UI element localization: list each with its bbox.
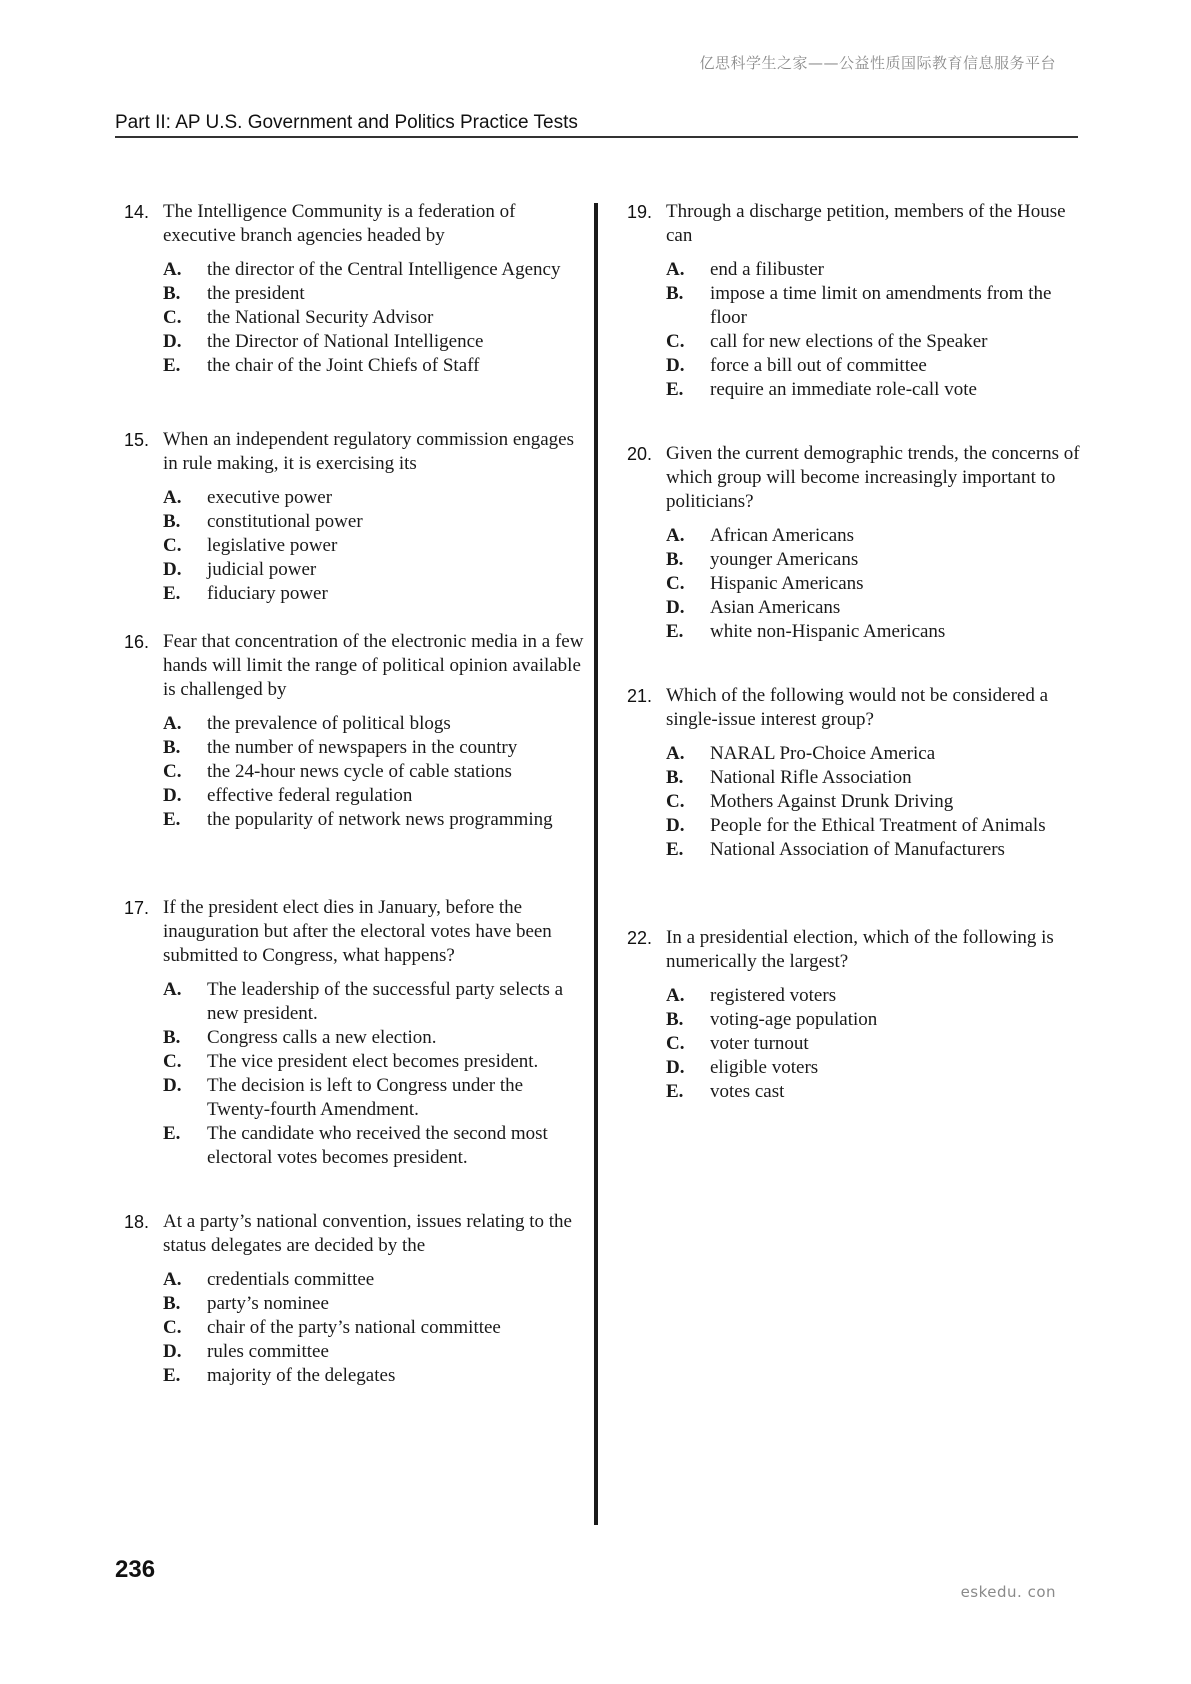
choice-text: the National Security Advisor xyxy=(207,307,434,328)
choice-text: the number of newspapers in the country xyxy=(207,737,518,758)
choice-letter: B. xyxy=(666,1009,684,1030)
choice-d xyxy=(666,354,1087,378)
choice-letter: D. xyxy=(666,355,685,376)
choice-c xyxy=(666,790,1087,814)
choice-letter: D. xyxy=(666,597,685,618)
choice-letter: B. xyxy=(666,283,684,304)
choice-text: constitutional power xyxy=(207,511,363,532)
question-stem: Which of the following would not be considered a single-issue interest group? xyxy=(666,685,1049,730)
choice-text: party’s nominee xyxy=(207,1293,329,1314)
choice-letter: C. xyxy=(666,791,685,812)
choice-d xyxy=(163,1340,584,1364)
choice-a xyxy=(163,1268,584,1292)
choice-text: eligible voters xyxy=(710,1057,819,1078)
choice-b xyxy=(666,548,1087,572)
choice-e xyxy=(163,354,584,378)
choice-b xyxy=(666,1008,1087,1032)
question-stem: In a presidential election, which of the following is numerically the largest? xyxy=(666,927,1054,972)
choice-text: legislative power xyxy=(207,535,338,556)
answer-choices xyxy=(163,1268,584,1388)
choice-text: call for new elections of the Speaker xyxy=(710,331,988,352)
choice-letter: D. xyxy=(163,331,182,352)
choice-b xyxy=(163,510,584,534)
choice-text: require an immediate role-call vote xyxy=(710,379,977,400)
watermark-bottom: eskedu. con xyxy=(960,1583,1056,1601)
question-19 xyxy=(627,200,1087,442)
choice-text: the Director of National Intelligence xyxy=(207,331,484,352)
choice-c xyxy=(666,330,1087,354)
answer-choices xyxy=(666,258,1087,402)
header-rule xyxy=(115,136,1078,138)
question-number: 15. xyxy=(124,430,150,450)
choice-letter: C. xyxy=(163,1317,182,1338)
choice-text: voter turnout xyxy=(710,1033,809,1054)
choice-b xyxy=(163,736,584,760)
watermark-top: 亿思科学生之家——公益性质国际教育信息服务平台 xyxy=(699,54,1056,72)
choice-b xyxy=(163,282,584,306)
choice-letter: D. xyxy=(666,815,685,836)
choice-d xyxy=(666,814,1087,838)
choice-text: NARAL Pro-Choice America xyxy=(710,743,936,764)
choice-letter: B. xyxy=(163,1293,181,1314)
choice-letter: E. xyxy=(163,583,181,604)
choice-letter: B. xyxy=(163,511,181,532)
choice-text: Congress calls a new election. xyxy=(207,1027,437,1048)
question-stem: Through a discharge petition, members of the House can xyxy=(666,201,1066,246)
choice-letter: D. xyxy=(163,785,182,806)
question-18 xyxy=(124,1210,584,1388)
question-number: 14. xyxy=(124,202,150,222)
choice-a xyxy=(666,742,1087,766)
column-divider xyxy=(594,203,598,1525)
choice-text: effective federal regulation xyxy=(207,785,413,806)
choice-letter: A. xyxy=(163,713,182,734)
choice-text: rules committee xyxy=(207,1341,329,1362)
choice-letter: E. xyxy=(163,809,181,830)
choice-e xyxy=(666,620,1087,644)
choice-letter: A. xyxy=(666,985,685,1006)
choice-letter: E. xyxy=(666,1081,684,1102)
question-number: 16. xyxy=(124,632,150,652)
choice-letter: E. xyxy=(666,621,684,642)
choice-text: judicial power xyxy=(207,559,317,580)
question-17 xyxy=(124,896,584,1210)
choice-e xyxy=(163,1122,584,1170)
choice-d xyxy=(163,784,584,808)
choice-text: end a filibuster xyxy=(710,259,824,280)
right-column xyxy=(627,200,1087,1104)
choice-e xyxy=(163,582,584,606)
choice-letter: C. xyxy=(666,573,685,594)
choice-letter: A. xyxy=(666,259,685,280)
question-22 xyxy=(627,926,1087,1104)
choice-text: majority of the delegates xyxy=(207,1365,396,1386)
choice-text: National Rifle Association xyxy=(710,767,912,788)
question-14 xyxy=(124,200,584,428)
choice-d xyxy=(163,330,584,354)
choice-d xyxy=(163,558,584,582)
answer-choices xyxy=(163,258,584,378)
choice-text: white non-Hispanic Americans xyxy=(710,621,946,642)
choice-letter: D. xyxy=(163,559,182,580)
question-21 xyxy=(627,684,1087,926)
choice-letter: B. xyxy=(163,1027,181,1048)
question-20 xyxy=(627,442,1087,684)
choice-e xyxy=(163,1364,584,1388)
choice-letter: C. xyxy=(666,1033,685,1054)
choice-letter: B. xyxy=(163,283,181,304)
running-head: Part II: AP U.S. Government and Politics Practice Tests xyxy=(115,112,578,133)
choice-a xyxy=(163,258,584,282)
choice-letter: A. xyxy=(163,487,182,508)
choice-e xyxy=(666,378,1087,402)
choice-text: force a bill out of committee xyxy=(710,355,927,376)
choice-letter: B. xyxy=(666,549,684,570)
choice-letter: B. xyxy=(666,767,684,788)
choice-text: the director of the Central Intelligence Agency xyxy=(207,259,561,280)
choice-text: Mothers Against Drunk Driving xyxy=(710,791,954,812)
choice-text: votes cast xyxy=(710,1081,785,1102)
question-stem: Fear that concentration of the electronic media in a few hands will limit the range of political opinion available is challenged by xyxy=(163,631,584,700)
question-number: 22. xyxy=(627,928,653,948)
choice-text: registered voters xyxy=(710,985,837,1006)
question-stem: When an independent regulatory commission engages in rule making, it is exercising its xyxy=(163,429,575,474)
choice-text: the president xyxy=(207,283,305,304)
choice-text: National Association of Manufacturers xyxy=(710,839,1005,860)
choice-a xyxy=(163,978,584,1026)
choice-text: voting-age population xyxy=(710,1009,878,1030)
answer-choices xyxy=(666,524,1087,644)
choice-text: fiduciary power xyxy=(207,583,328,604)
question-number: 21. xyxy=(627,686,653,706)
choice-b xyxy=(163,1026,584,1050)
choice-letter: D. xyxy=(163,1341,182,1362)
choice-letter: A. xyxy=(666,743,685,764)
choice-c xyxy=(163,1050,584,1074)
choice-c xyxy=(163,306,584,330)
choice-letter: D. xyxy=(163,1075,182,1096)
choice-c xyxy=(163,534,584,558)
choice-text: credentials committee xyxy=(207,1269,375,1290)
choice-c xyxy=(666,572,1087,596)
choice-c xyxy=(666,1032,1087,1056)
question-number: 17. xyxy=(124,898,150,918)
choice-text: The candidate who received the second most electoral votes becomes president. xyxy=(207,1123,548,1168)
choice-a xyxy=(666,984,1087,1008)
choice-e xyxy=(666,1080,1087,1104)
answer-choices xyxy=(666,984,1087,1104)
choice-e xyxy=(666,838,1087,862)
question-number: 19. xyxy=(627,202,653,222)
choice-text: chair of the party’s national committee xyxy=(207,1317,501,1338)
choice-letter: A. xyxy=(163,259,182,280)
question-16 xyxy=(124,630,584,896)
question-stem: At a party’s national convention, issues relating to the status delegates are decided by the xyxy=(163,1211,572,1256)
choice-letter: A. xyxy=(163,979,182,1000)
question-stem: The Intelligence Community is a federation of executive branch agencies headed by xyxy=(163,201,516,246)
choice-d xyxy=(666,596,1087,620)
choice-text: The vice president elect becomes president. xyxy=(207,1051,539,1072)
answer-choices xyxy=(666,742,1087,862)
choice-letter: D. xyxy=(666,1057,685,1078)
question-number: 20. xyxy=(627,444,653,464)
choice-b xyxy=(666,766,1087,790)
choice-letter: C. xyxy=(163,535,182,556)
answer-choices xyxy=(163,712,584,832)
left-column xyxy=(124,200,584,1388)
choice-text: impose a time limit on amendments from the floor xyxy=(710,283,1052,328)
answer-choices xyxy=(163,486,584,606)
choice-a xyxy=(666,524,1087,548)
choice-text: The decision is left to Congress under the Twenty-fourth Amendment. xyxy=(207,1075,524,1120)
choice-text: the 24-hour news cycle of cable stations xyxy=(207,761,512,782)
choice-letter: A. xyxy=(163,1269,182,1290)
choice-text: the popularity of network news programming xyxy=(207,809,553,830)
choice-text: African Americans xyxy=(710,525,855,546)
choice-e xyxy=(163,808,584,832)
choice-d xyxy=(163,1074,584,1122)
choice-letter: C. xyxy=(163,761,182,782)
choice-letter: E. xyxy=(163,355,181,376)
choice-a xyxy=(666,258,1087,282)
choice-text: the prevalence of political blogs xyxy=(207,713,451,734)
choice-letter: C. xyxy=(163,307,182,328)
question-stem: If the president elect dies in January, before the inauguration but after the electoral votes have been submitted to Congress, what happens? xyxy=(163,897,552,966)
choice-b xyxy=(666,282,1087,330)
choice-b xyxy=(163,1292,584,1316)
choice-text: Hispanic Americans xyxy=(710,573,864,594)
choice-text: The leadership of the successful party selects a new president. xyxy=(207,979,564,1024)
answer-choices xyxy=(163,978,584,1170)
choice-letter: E. xyxy=(163,1365,181,1386)
choice-text: executive power xyxy=(207,487,333,508)
choice-d xyxy=(666,1056,1087,1080)
choice-letter: C. xyxy=(666,331,685,352)
question-stem: Given the current demographic trends, the concerns of which group will become increasingly important to politicians? xyxy=(666,443,1080,512)
choice-letter: E. xyxy=(666,839,684,860)
choice-text: Asian Americans xyxy=(710,597,841,618)
choice-letter: E. xyxy=(163,1123,181,1144)
choice-text: People for the Ethical Treatment of Animals xyxy=(710,815,1046,836)
choice-letter: C. xyxy=(163,1051,182,1072)
choice-a xyxy=(163,486,584,510)
choice-a xyxy=(163,712,584,736)
choice-text: the chair of the Joint Chiefs of Staff xyxy=(207,355,480,376)
choice-c xyxy=(163,760,584,784)
choice-text: younger Americans xyxy=(710,549,859,570)
choice-letter: E. xyxy=(666,379,684,400)
question-number: 18. xyxy=(124,1212,150,1232)
choice-letter: A. xyxy=(666,525,685,546)
page-number: 236 xyxy=(115,1556,156,1583)
choice-c xyxy=(163,1316,584,1340)
choice-letter: B. xyxy=(163,737,181,758)
question-15 xyxy=(124,428,584,630)
